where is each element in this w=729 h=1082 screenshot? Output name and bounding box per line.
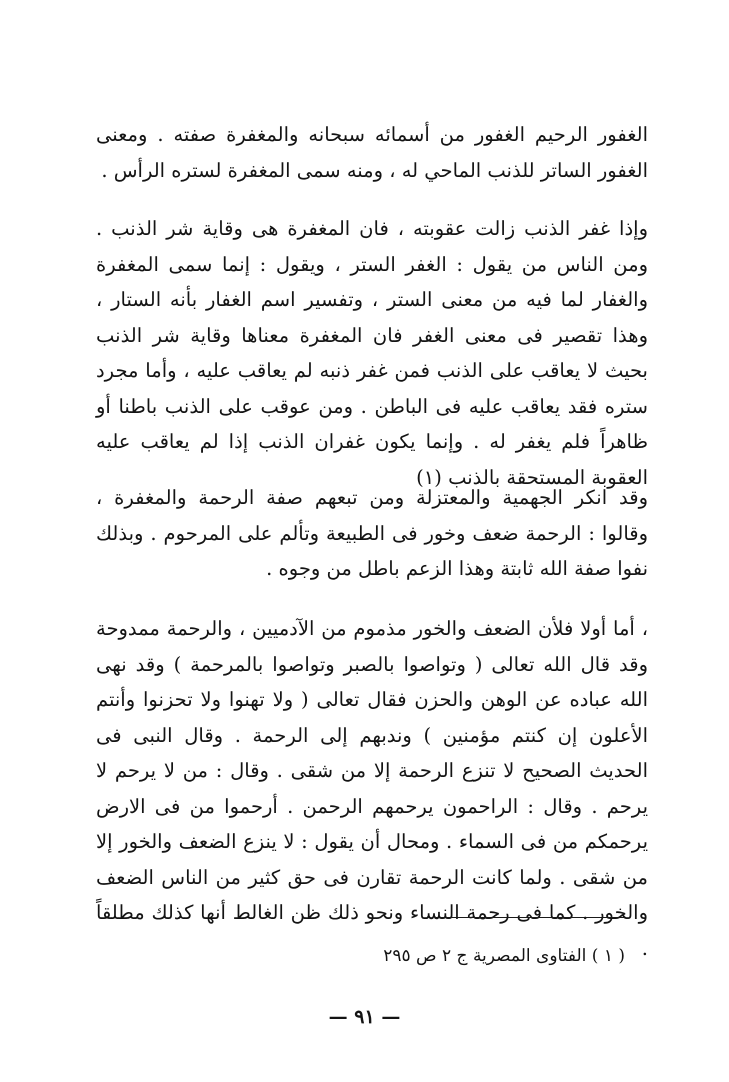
paragraph-2 [96, 211, 648, 495]
paragraph-4-text: ، أما أولا فلأن الضعف والخور مذموم من الآدميين ، والرحمة ممدوحة وقد قال الله تعالى ( وتواصوا بالصبر وتواصوا بالمرحمة ) وقد نهى الله عباده عن الوهن والحزن فقال تعالى ( ولا تهنوا ولا تحزنوا وأنتم الأعلون إن كنتم مؤمنين ) وندبهم إلى الرحمة . وقال النبى فى الحديث الصحيح لا تنزع الرحمة إلا من شقى . وقال : من لا يرحم لا يرحم . وقال : الراحمون يرحمهم الرحمن . أرحموا من فى الارض يرحمكم من فى السماء . ومحال أن يقول : لا ينزع الضعف والخور إلا من شقى . ولما كانت الرحمة تقارن فى حق كثير من الناس الضعف والخور . كما فى رحمة النساء ونحو ذلك ظن الغالط أنها كذلك مطلقاً . [96, 617, 648, 960]
page-number: — ٩١ — [328, 1006, 401, 1028]
paragraph-2-text: وإذا غفر الذنب زالت عقوبته ، فان المغفرة هى وقاية شر الذنب . ومن الناس من يقول : الغفر الستر ، ويقول : إنما سمى المغفرة والغفار لما فيه من معنى الستر ، وتفسير اسم الغفار بأنه الستار ، وهذا تقصير فى معنى الغفر فان المغفرة معناها وقاية شر الذنب بحيث لا يعاقب على الذنب فمن غفر ذنبه لم يعاقب عليه ، وأما مجرد ستره فقد يعاقب عليه فى الباطن . ومن عوقب على الذنب باطنا أو ظاهراً فلم يغفر له . وإنما يكون غفران الذنب إذا لم يعاقب عليه العقوبة المستحقة بالذنب (١) [96, 217, 648, 489]
paragraph-3-text: وقد انكر الجهمية والمعتزلة ومن تبعهم صفة الرحمة والمغفرة ، وقالوا : الرحمة ضعف وخور فى الطبيعة وتألم على المرحوم . وبذلك نفوا صفة الله ثابتة وهذا الزعم باطل من وجوه . [96, 486, 648, 580]
footnote: ( ١ ) الفتاوى المصرية ج ٢ ص ٢٩٥ [383, 946, 625, 966]
footnote-divider [435, 917, 625, 918]
paragraph-3 [96, 480, 648, 587]
paragraph-1-text: الغفور الرحيم الغفور من أسمائه سبحانه والمغفرة صفته . ومعنى الغفور الساتر للذنب الماحي له ، ومنه سمى المغفرة لستره الرأس . [96, 123, 648, 182]
paragraph-1 [96, 117, 648, 188]
paragraph-4 [96, 611, 648, 966]
